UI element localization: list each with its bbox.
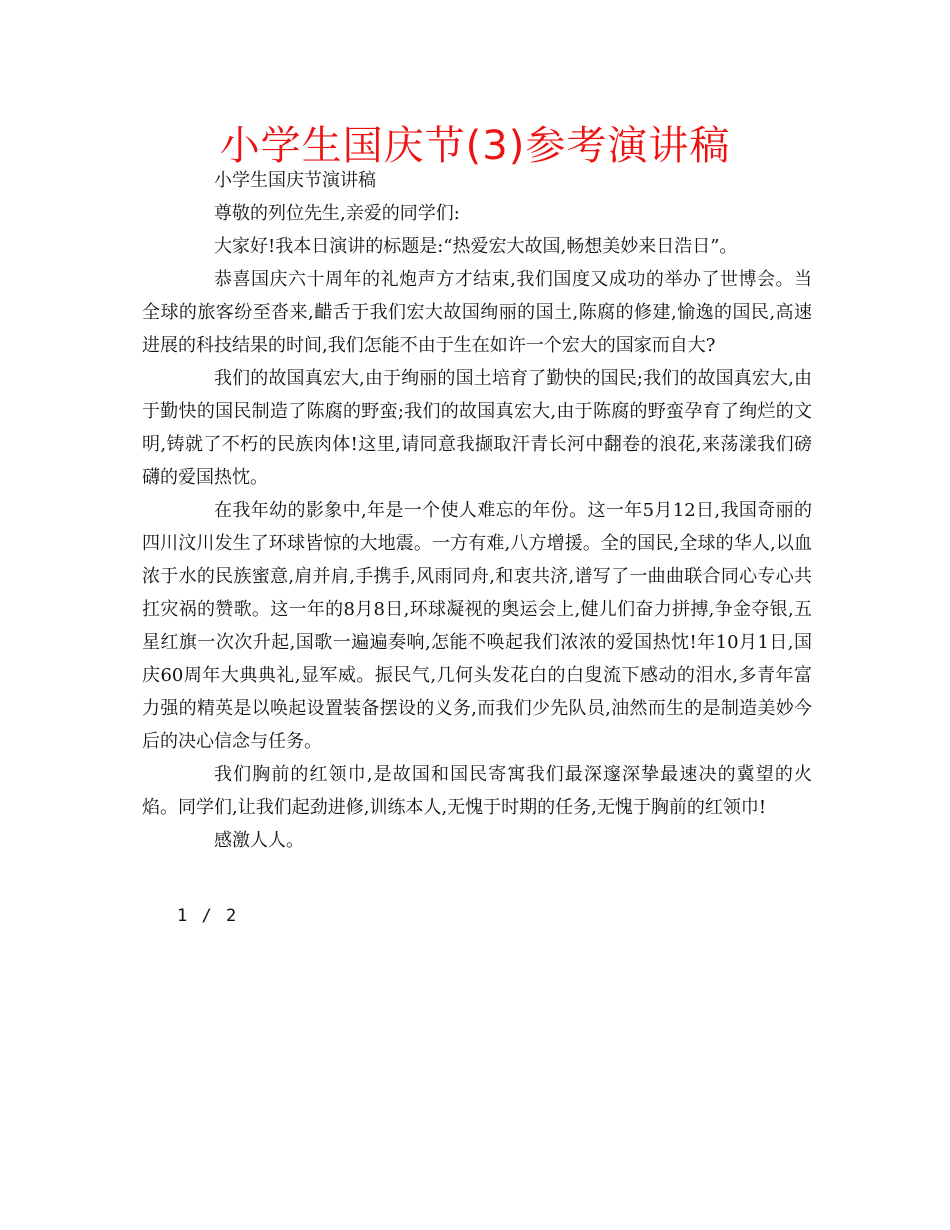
document-title: 小学生国庆节(3)参考演讲稿	[219, 123, 731, 169]
paragraph-salutation: 尊敬的列位先生,亲爱的同学们:	[214, 203, 460, 224]
paragraph-body: 恭喜国庆六十周年的礼炮声方才结束,我们国度又成功的举办了世博会。当全球的旅客纷至沓来,齰舌于我们宏大故国绚丽的国土,陈腐的修建,愉逸的国民,高速进展的科技结果的时间,我们怎能不由于生在如许一个宏大的国家而自大?	[142, 269, 812, 356]
paragraph-body: 我们胸前的红领巾,是故国和国民寄寓我们最深邃深挚最速决的冀望的火焰。同学们,让我们起劲进修,训练本人,无愧于时期的任务,无愧于胸前的红领巾!	[142, 764, 812, 818]
paragraph-subtitle: 小学生国庆节演讲稿	[214, 170, 376, 191]
paragraph-body: 我们的故国真宏大,由于绚丽的国土培育了勤快的国民;我们的故国真宏大,由于勤快的国民制造了陈腐的野蛮;我们的故国真宏大,由于陈腐的野蛮孕育了绚烂的文明,铸就了不朽的民族肉体!这里,请同意我撷取汗青长河中翻卷的浪花,来荡漾我们磅礴的爱国热忱。	[142, 368, 812, 488]
page-number: 1 / 2	[177, 906, 239, 926]
document-body	[142, 164, 812, 857]
paragraph-greeting: 大家好!我本日演讲的标题是:“热爱宏大故国,畅想美妙来日浩日”。	[214, 236, 738, 257]
paragraph-closing: 感激人人。	[214, 830, 304, 851]
paragraph-body: 在我年幼的影象中,年是一个使人难忘的年份。这一年5月12日,我国奇丽的四川汶川发生了环球皆惊的大地震。一方有难,八方增援。全的国民,全球的华人,以血浓于水的民族蜜意,肩并肩,手携手,风雨同舟,和衷共济,谱写了一曲曲联合同心专心共扛灾祸的赞歌。这一年的8月8日,环球凝视的奥运会上,健儿们奋力拼搏,争金夺银,五星红旗一次次升起,国歌一遍遍奏响,怎能不唤起我们浓浓的爱国热忱!年10月1日,国庆60周年大典典礼,显军威。振民气,几何头发花白的白叟流下感动的泪水,多青年富力强的精英是以唤起设置装备摆设的义务,而我们少先队员,油然而生的是制造美妙今后的决心信念与任务。	[142, 500, 812, 752]
